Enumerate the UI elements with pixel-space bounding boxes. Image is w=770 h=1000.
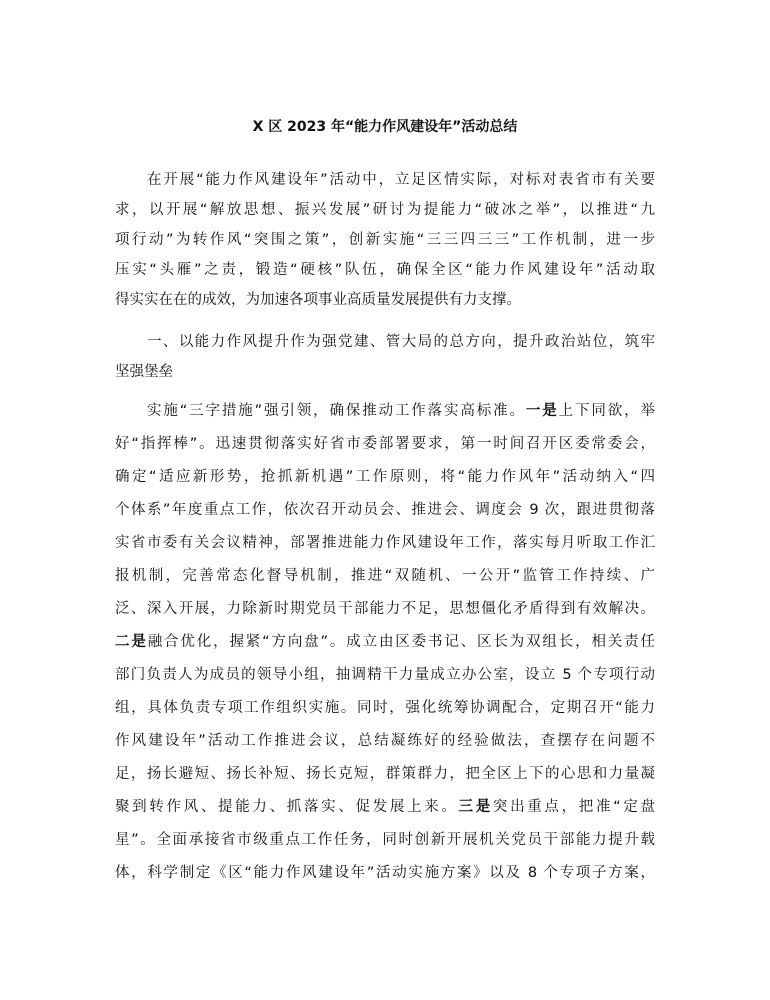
line-text: 报机制，完善常态化督导机制，推进“双随机、一公开”监管工作持续、广 <box>115 568 655 584</box>
line-text: 好“指挥棒”。迅速贯彻落实好省市委部署要求，第一时间召开区委常委会， <box>115 436 655 452</box>
paragraph-line <box>147 168 655 192</box>
paragraph-line <box>115 630 655 654</box>
paragraph-line <box>147 399 655 423</box>
line-text: 部门负责人为成员的领导小组，抽调精干力量成立办公室，设立 5 个专项行动 <box>115 667 655 683</box>
line-text: 实省市委有关会议精神，部署推进能力作风建设年工作，落实每月听取工作汇 <box>115 535 655 551</box>
line-text: 坚强堡垒 <box>115 364 173 380</box>
line-text: 上下同欲，举 <box>558 403 656 419</box>
section-heading-line <box>147 330 655 354</box>
paragraph-line <box>115 465 655 489</box>
line-text: 体，科学制定《区“能力作风建设年”活动实施方案》以及 8 个专项子方案， <box>115 865 655 881</box>
line-text: 实施“三字措施”强引领，确保推动工作落实高标准。 <box>147 403 526 419</box>
paragraph-line <box>115 795 655 819</box>
paragraph-line <box>115 696 655 720</box>
paragraph-line <box>115 258 655 282</box>
line-text: 项行动”为转作风“突围之策”，创新实施“三三四三三”工作机制，进一步 <box>115 232 655 248</box>
paragraph-line <box>115 228 655 252</box>
section-heading-line <box>115 360 655 384</box>
paragraph-line <box>115 564 655 588</box>
line-text: 一、以能力作风提升作为强党建、管大局的总方向，提升政治站位，筑牢 <box>147 334 655 350</box>
point-marker-1: 一是 <box>525 403 559 419</box>
line-text: 突出重点，把准“定盘 <box>492 799 656 815</box>
paragraph-line <box>115 663 655 687</box>
line-text: 聚到转作风、提能力、抓落实、促发展上来。 <box>115 799 459 815</box>
line-text: 融合优化，握紧“方向盘”。成立由区委书记、区长为双组长，相关责任 <box>147 634 655 650</box>
line-text: 足，扬长避短、扬长补短、扬长克短，群策群力，把全区上下的心思和力量凝 <box>115 766 655 782</box>
paragraph-line <box>115 597 655 621</box>
line-text: 确定“适应新形势，抢抓新机遇”工作原则，将“能力作风年”活动纳入“四 <box>115 469 655 485</box>
document-title: X 区 2023 年“能力作风建设年”活动总结 <box>252 119 518 135</box>
paragraph-line <box>115 531 655 555</box>
paragraph-line <box>115 288 655 312</box>
line-text: 压实“头雁”之责，锻造“硬核”队伍，确保全区“能力作风建设年”活动取 <box>115 262 655 278</box>
paragraph-line <box>115 198 655 222</box>
paragraph-line <box>115 729 655 753</box>
line-text: 星”。全面承接省市级重点工作任务，同时创新开展机关党员干部能力提升载 <box>115 832 655 848</box>
line-text: 得实实在在的成效，为加速各项事业高质量发展提供有力支撑。 <box>115 292 521 308</box>
line-text: 组，具体负责专项工作组织实施。同时，强化统筹协调配合，定期召开“能力 <box>115 700 655 716</box>
line-text: 个体系”年度重点工作，依次召开动员会、推进会、调度会 9 次，跟进贯彻落 <box>115 502 655 518</box>
paragraph-line <box>115 762 655 786</box>
point-marker-2: 二是 <box>115 634 148 650</box>
paragraph-line <box>115 498 655 522</box>
line-text: 作风建设年”活动工作推进会议，总结凝练好的经验做法，查摆存在问题不 <box>115 733 655 749</box>
point-marker-3: 三是 <box>458 799 493 815</box>
line-text: 泛、深入开展，力除新时期党员干部能力不足，思想僵化矛盾得到有效解决。 <box>115 601 655 617</box>
line-text: 求，以开展“解放思想、振兴发展”研讨为提能力“破冰之举”，以推进“九 <box>115 202 655 218</box>
paragraph-line <box>115 828 655 852</box>
paragraph-line <box>115 432 655 456</box>
paragraph-line <box>115 861 655 885</box>
line-text: 在开展“能力作风建设年”活动中，立足区情实际，对标对表省市有关要 <box>147 172 655 188</box>
